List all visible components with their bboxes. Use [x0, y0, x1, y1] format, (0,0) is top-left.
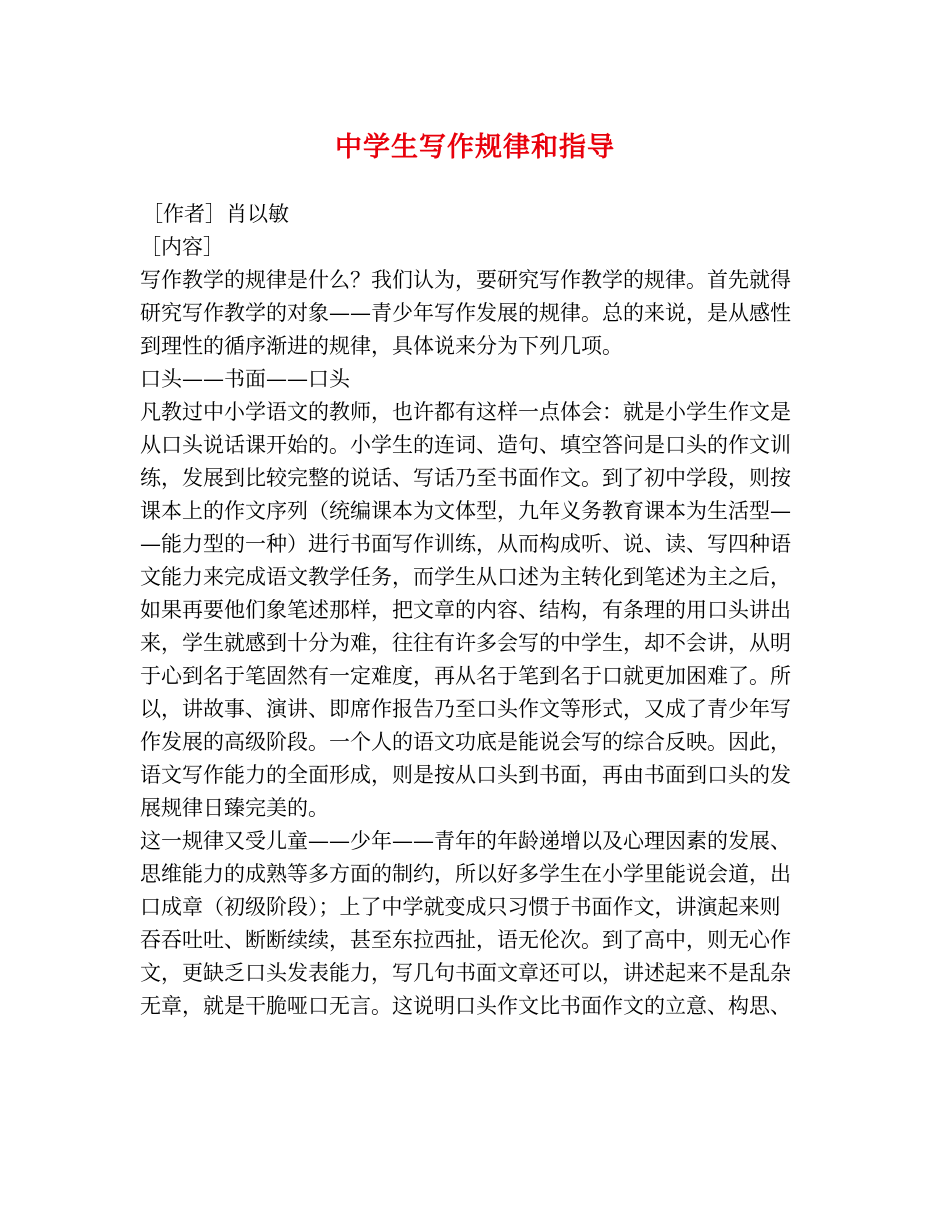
body-line: 以，讲故事、演讲、即席作报告乃至口头作文等形式，又成了青少年写: [140, 697, 791, 721]
body-line: 写作教学的规律是什么？我们认为，要研究写作教学的规律。首先就得: [140, 268, 791, 292]
body-line: 于心到名于笔固然有一定难度，再从名于笔到名于口就更加困难了。所: [140, 664, 791, 688]
body-line: 作发展的高级阶段。一个人的语文功底是能说会写的综合反映。因此，: [140, 730, 791, 754]
body-line: 口成章（初级阶段）；上了中学就变成只习惯于书面作文，讲演起来则: [140, 895, 781, 919]
body-line: 如果再要他们象笔述那样，把文章的内容、结构，有条理的用口头讲出: [140, 598, 791, 622]
body-line: 吞吞吐吐、断断续续，甚至东拉西扯，语无伦次。到了高中，则无心作: [140, 928, 791, 952]
body-line: 文能力来完成语文教学任务，而学生从口述为主转化到笔述为主之后，: [140, 565, 791, 589]
body-line: 研究写作教学的对象——青少年写作发展的规律。总的来说，是从感性: [140, 301, 791, 325]
body-line: 凡教过中小学语文的教师，也许都有这样一点体会：就是小学生作文是: [140, 400, 791, 424]
body-line: 思维能力的成熟等多方面的制约，所以好多学生在小学里能说会道，出: [140, 862, 791, 886]
document-title: 中学生写作规律和指导: [335, 132, 615, 163]
body-line: 这一规律又受儿童——少年——青年的年龄递增以及心理因素的发展、: [140, 829, 791, 853]
body-line: 来，学生就感到十分为难，往往有许多会写的中学生，却不会讲，从明: [140, 631, 791, 655]
author-line: ［作者］肖以敏: [142, 202, 289, 226]
body-line: 展规律日臻完美的。: [140, 796, 329, 820]
body-line: —能力型的一种）进行书面写作训练，从而构成听、说、读、写四种语: [140, 532, 791, 556]
body-line: 文，更缺乏口头发表能力，写几句书面文章还可以，讲述起来不是乱杂: [140, 961, 791, 985]
body-line: 练，发展到比较完整的说话、写话乃至书面作文。到了初中学段，则按: [140, 466, 791, 490]
document-body: [140, 198, 815, 1023]
body-line: 到理性的循序渐进的规律，具体说来分为下列几项。: [140, 334, 623, 358]
section-heading: 口头——书面——口头: [140, 367, 350, 391]
content-label: ［内容］: [140, 235, 224, 259]
body-line: 从口头说话课开始的。小学生的连词、造句、填空答问是口头的作文训: [140, 433, 791, 457]
body-line: 无章，就是干脆哑口无言。这说明口头作文比书面作文的立意、构思、: [140, 994, 791, 1018]
body-line: 课本上的作文序列（统编课本为文体型，九年义务教育课本为生活型—: [140, 499, 791, 523]
body-line: 语文写作能力的全面形成，则是按从口头到书面，再由书面到口头的发: [140, 763, 791, 787]
